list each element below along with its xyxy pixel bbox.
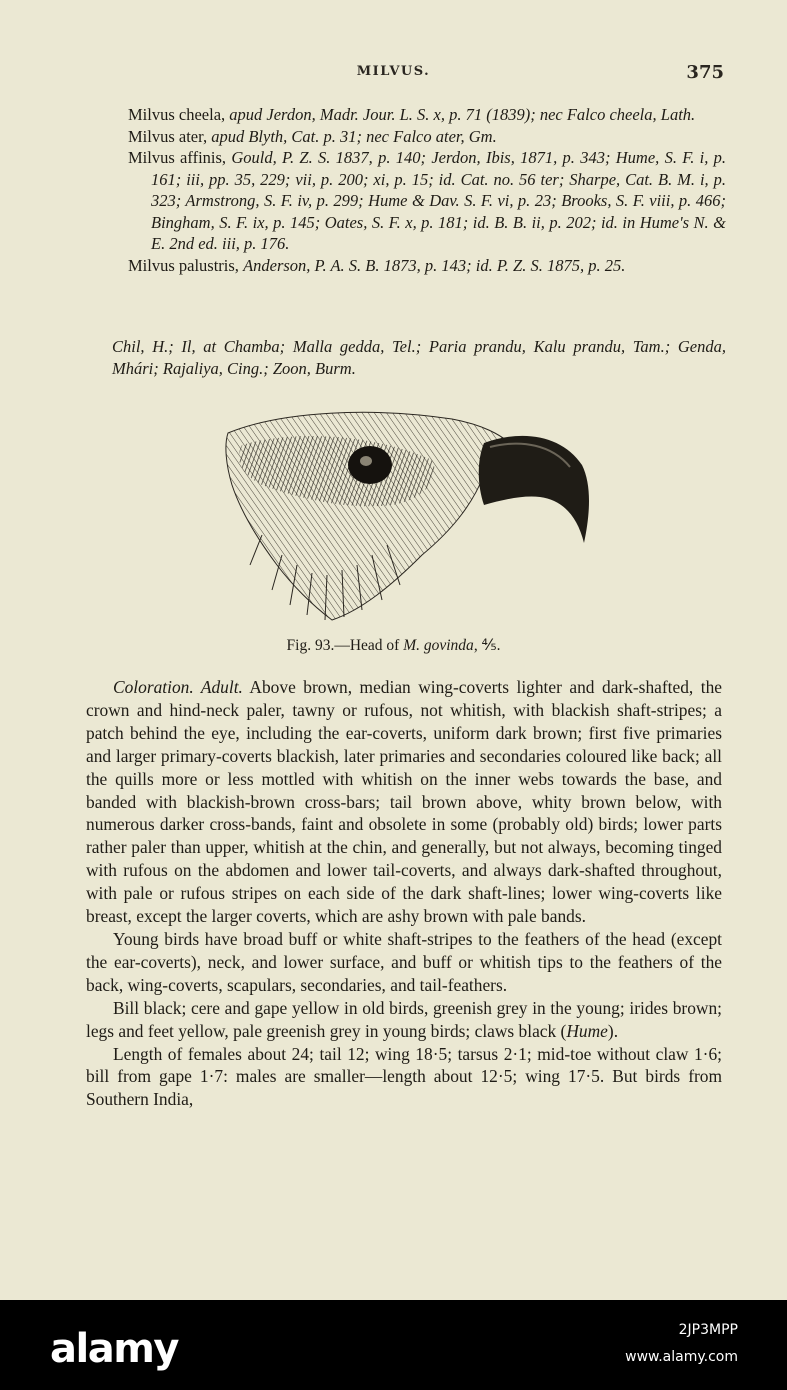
soft-parts-end: ).: [607, 1020, 619, 1041]
description-text: [86, 676, 722, 1111]
young-birds-paragraph: Young birds have broad buff or white shaft-stripes to the feathers of the head (except the ear-coverts), neck, and lower surface, and buff or whitish tips to the feathers of the back, wing-coverts, scapulars, secondaries, and tail-feathers.: [86, 928, 722, 995]
stock-logo: alamy: [50, 1326, 178, 1372]
stock-footer: [0, 1300, 787, 1390]
soft-parts-text: Bill black; cere and gape yellow in old birds, greenish grey in the young; irides brown; legs and feet yellow, pale greenish grey in young birds; claws black (: [86, 997, 722, 1041]
coloration-paragraph: [86, 676, 722, 928]
kite-head-illustration: [222, 405, 594, 630]
figure-caption: [0, 636, 787, 655]
synonym-name: Milvus palustris,: [128, 255, 239, 275]
coloration-text: Above brown, median wing-coverts lighter and dark-shafted, the crown and hind-neck paler, tawny or rufous, not whitish, with blackish shaft-stripes; a patch behind the eye, including the ear-coverts, uniform dark brown; first five primaries and larger primary-coverts blackish, later primaries and secondaries coloured like back; all the quills more or less mottled with whitish on the inner webs towards the base, and banded with blackish-brown cross-bars; tail brown above, whity brown below, with numerous darker cross-bands, faint and obsolete in some (probably old) birds; lower parts rather paler than upper, whitish at the chin, and generally, but not always, becoming tinged with rufous on the abdomen and lower tail-coverts, and always dark-shafted throughout, with pale or rufous stripes on each side of the dark shaft-lines; lower wing-coverts like breast, except the larger coverts, which are ashy brown with pale bands.: [86, 677, 722, 927]
coloration-label: Coloration. Adult.: [113, 677, 243, 697]
synonym-refs: apud Blyth, Cat. p. 31; nec Falco ater, Gm.: [211, 126, 497, 146]
measurements-paragraph: Length of females about 24; tail 12; wing 18·5; tarsus 2·1; mid-toe without claw 1·6; bill from gape 1·7: males are smaller—length about 12·5; wing 17·5. But birds from Southern India,: [86, 1043, 722, 1110]
synonym-entry: [128, 255, 726, 277]
page-number: 375: [686, 62, 724, 83]
synonym-name: Milvus affinis,: [128, 148, 227, 167]
caption-species: M. govinda: [403, 637, 474, 654]
synonym-refs: Anderson, P. A. S. B. 1873, p. 143; id. P. Z. S. 1875, p. 25.: [243, 255, 626, 275]
site-url: www.alamy.com: [625, 1349, 738, 1365]
caption-prefix: Fig. 93.—Head of: [286, 637, 404, 654]
synonym-entry: [128, 126, 726, 148]
soft-parts-paragraph: [86, 997, 722, 1043]
synonym-entry: [128, 147, 726, 255]
synonymy-list: [128, 104, 726, 276]
synonym-refs: Gould, P. Z. S. 1837, p. 140; Jerdon, Ibis, 1871, p. 343; Hume, S. F. i, p. 161; iii, pp. 35, 229; vii, p. 200; xi, p. 15; id. Cat. no. 56 ter; Sharpe, Cat. B. M. i, p. 323; Armstrong, S. F. iv, p. 299; Hume & Dav. S. F. vi, p. 23; Brooks, S. F. viii, p. 466; Bingham, S. F. ix, p. 145; Oates, S. F. x, p. 181; id. B. B. ii, p. 202; id. in Hume's N. & E. 2nd ed. iii, p. 176.: [151, 148, 727, 253]
caption-suffix: , ⅘.: [473, 637, 501, 654]
synonym-entry: [128, 104, 726, 126]
synonym-name: Milvus ater,: [128, 126, 208, 146]
image-id: 2JP3MPP: [678, 1322, 738, 1338]
vernacular-names: Chil, H.; Il, at Chamba; Malla gedda, Tel.; Paria prandu, Kalu prandu, Tam.; Genda, Mhári; Rajaliya, Cing.; Zoon, Burm.: [112, 337, 726, 378]
synonym-name: Milvus cheela,: [128, 105, 226, 124]
running-title: MILVUS.: [356, 64, 431, 79]
soft-parts-ref: Hume: [566, 1020, 608, 1041]
synonym-refs: apud Jerdon, Madr. Jour. L. S. x, p. 71 (1839); nec Falco cheela, Lath.: [229, 105, 696, 124]
